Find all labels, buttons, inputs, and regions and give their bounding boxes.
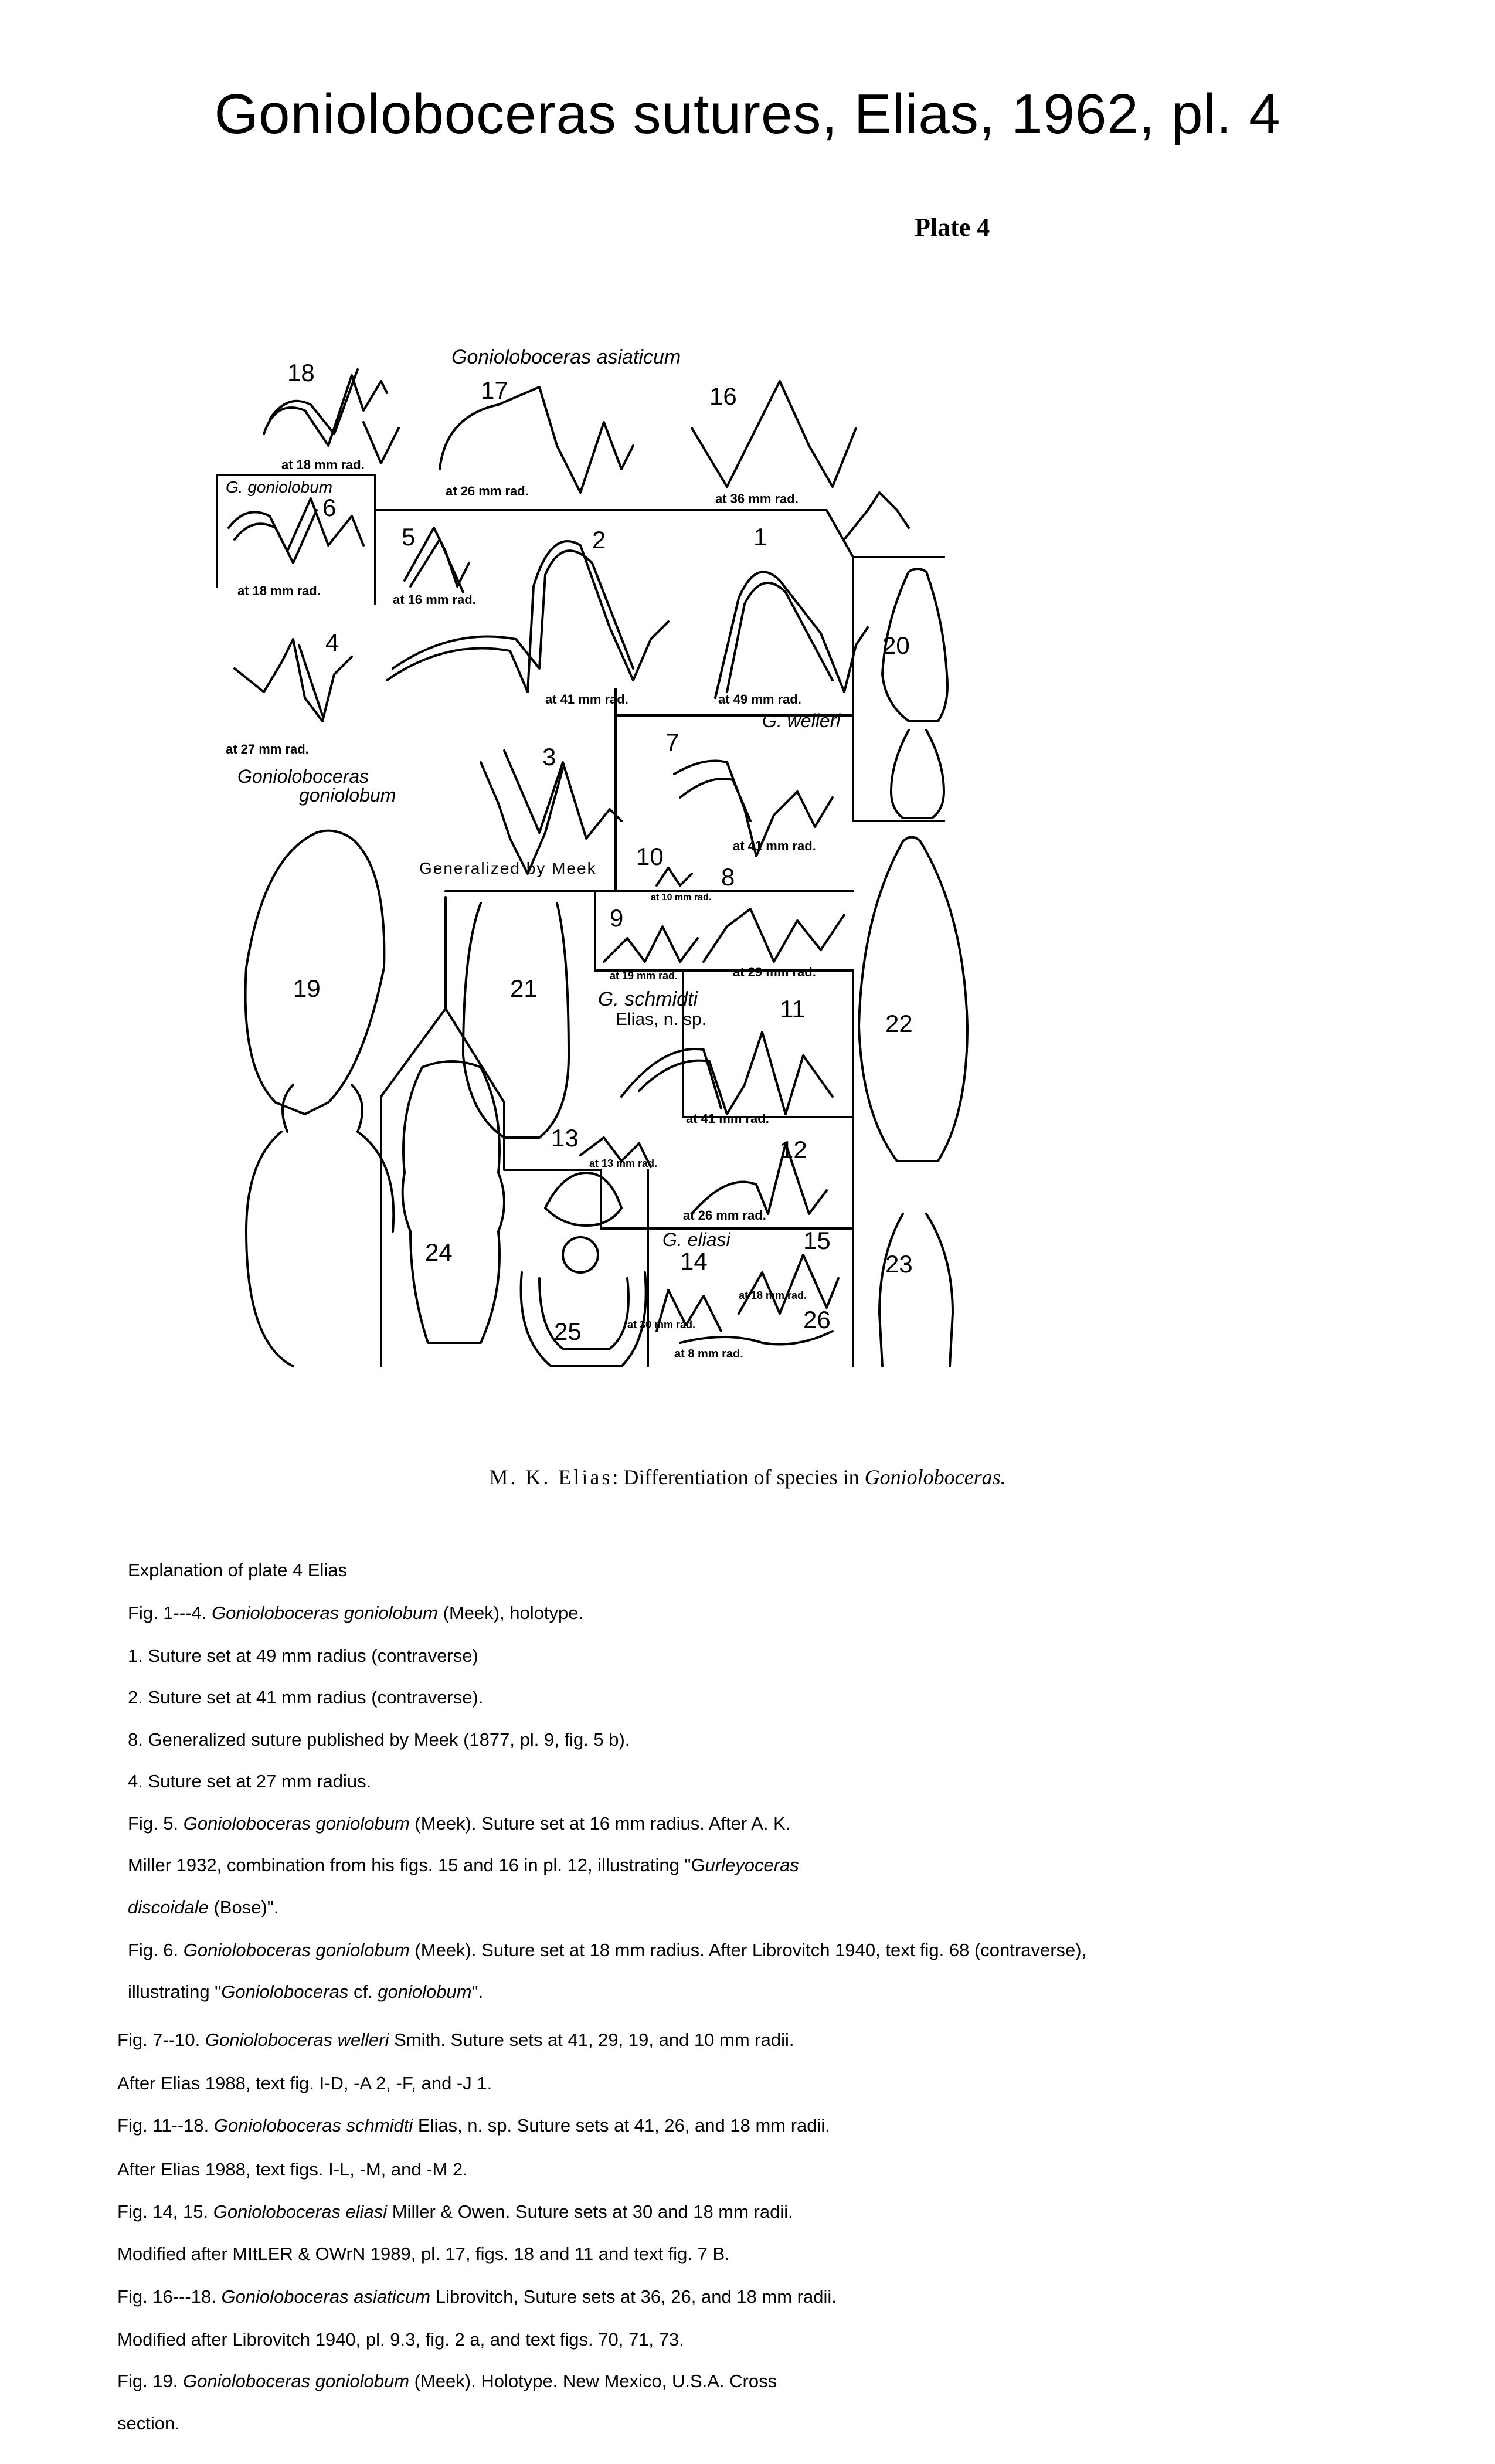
label-goniolobum-b: goniolobum	[299, 785, 396, 806]
radius-label: at 36 mm rad.	[715, 491, 799, 506]
explanation-line	[117, 2159, 468, 2180]
explanation-text: 4. Suture set at 27 mm radius.	[128, 1771, 372, 1791]
taxon-name: Gonioloboceras	[221, 1981, 349, 2002]
explanation-text: ".	[471, 1981, 484, 2002]
explanation-text: (Meek). Suture set at 18 mm radius. After Librovitch 1940, text fig. 68 (contraverse),	[409, 1940, 1087, 1960]
explanation-text: After Elias 1988, text fig. I-D, -A 2, -F, and -J 1.	[117, 2073, 492, 2093]
explanation-line	[128, 1645, 478, 1667]
figure-number: 17	[481, 376, 508, 404]
label-goniolobum-short: G. goniolobum	[226, 478, 333, 496]
explanation-line	[117, 2029, 794, 2051]
explanation-line	[128, 1813, 790, 1834]
explanation-text: Modified after MItLER & OWrN 1989, pl. 17, figs. 18 and 11 and text fig. 7 B.	[117, 2244, 730, 2264]
figure-number: 6	[322, 494, 337, 521]
explanation-text: Fig. 1---4.	[128, 1603, 212, 1623]
explanation-text: (Meek). Holotype. New Mexico, U.S.A. Cross	[409, 2371, 777, 2391]
figure-number: 19	[293, 975, 321, 1002]
cross-sections	[246, 569, 967, 1366]
plate-caption	[0, 1465, 1495, 1489]
radius-label: at 27 mm rad.	[226, 742, 309, 756]
label-welleri: G. welleri	[762, 710, 841, 731]
figure-number: 12	[780, 1136, 807, 1163]
taxon-name: discoidale	[128, 1897, 209, 1917]
caption-author: M. K. Elias	[489, 1465, 613, 1489]
label-goniolobum-a: Gonioloboceras	[237, 766, 369, 787]
radius-label: at 29 mm rad.	[733, 965, 816, 979]
explanation-line	[128, 1603, 583, 1624]
taxon-name: urleyoceras	[705, 1855, 799, 1875]
figure-number: 4	[325, 629, 339, 656]
label-asiaticum: Gonioloboceras asiaticum	[451, 346, 681, 368]
taxon-name: Gonioloboceras goniolobum	[211, 1603, 439, 1623]
explanation-text: (Meek). Suture set at 16 mm radius. After A. K.	[409, 1813, 791, 1834]
figure-number: 13	[551, 1124, 579, 1152]
radius-label: at 16 mm rad.	[393, 592, 476, 607]
label-eliasi: G. eliasi	[662, 1229, 730, 1250]
explanation-line	[128, 1729, 630, 1750]
explanation-text: Explanation of plate 4 Elias	[128, 1560, 347, 1580]
figure-number: 23	[885, 1250, 913, 1278]
figure-number: 2	[592, 526, 606, 554]
radius-label: at 13 mm rad.	[589, 1158, 658, 1169]
figure-number: 16	[709, 382, 737, 410]
explanation-line	[128, 1560, 347, 1581]
taxon-name: goniolobum	[378, 1981, 472, 2002]
label-schmidti-a: G. schmidti	[598, 988, 698, 1010]
radius-label: at 8 mm rad.	[674, 1348, 743, 1360]
explanation-line	[117, 2115, 830, 2136]
radius-label: at 41 mm rad.	[686, 1111, 769, 1126]
explanation-text: Elias, n. sp. Suture sets at 41, 26, and 18 mm radii.	[413, 2115, 830, 2136]
explanation-text: (Meek), holotype.	[438, 1603, 584, 1623]
explanation-text: After Elias 1988, text figs. I-L, -M, and -M 2.	[117, 2159, 468, 2180]
explanation-line	[128, 1771, 371, 1792]
explanation-line	[117, 2329, 684, 2350]
explanation-line	[128, 1855, 799, 1876]
radius-label: at 41 mm rad.	[733, 839, 816, 853]
explanation-text: Fig. 5.	[128, 1813, 184, 1834]
compartment-lines	[217, 475, 944, 1366]
figure-number: 1	[753, 523, 767, 551]
radius-label: at 18 mm rad.	[739, 1289, 807, 1301]
taxon-name: Gonioloboceras goniolobum	[183, 1940, 410, 1960]
explanation-text: 2. Suture set at 41 mm radius (contraverse).	[128, 1687, 484, 1708]
figure-number: 8	[721, 863, 735, 891]
explanation-line	[128, 1981, 483, 2003]
explanation-text: (Bose)".	[208, 1897, 279, 1917]
explanation-text: Fig. 14, 15.	[117, 2201, 213, 2222]
explanation-text: Miller 1932, combination from his figs. 15 and 16 in pl. 12, illustrating "G	[128, 1855, 705, 1875]
explanation-line	[128, 1897, 278, 1918]
taxon-name: Gonioloboceras eliasi	[213, 2201, 388, 2222]
explanation-line	[128, 1687, 483, 1708]
radius-label: at 10 mm rad.	[651, 892, 712, 902]
figure-number: 24	[425, 1238, 453, 1266]
explanation-line	[117, 2201, 793, 2222]
figure-number: 3	[542, 743, 556, 771]
figure-number: 9	[610, 904, 624, 932]
figure-number: 22	[885, 1010, 913, 1037]
taxon-name: Gonioloboceras goniolobum	[183, 2371, 410, 2391]
explanation-text: Fig. 11--18.	[117, 2115, 214, 2136]
figure-number: 11	[780, 995, 806, 1023]
explanation-line	[117, 2413, 180, 2434]
explanation-text: section.	[117, 2413, 180, 2434]
explanation-text: cf.	[348, 1981, 378, 2002]
taxon-name: Gonioloboceras goniolobum	[183, 1813, 410, 1834]
label-generalized: Generalized by Meek	[419, 859, 597, 877]
radius-label: at 41 mm rad.	[545, 692, 628, 707]
taxon-name: Gonioloboceras schmidti	[213, 2115, 413, 2136]
radius-labels	[226, 457, 816, 1360]
figure-number: 7	[665, 728, 679, 756]
explanation-text: Modified after Librovitch 1940, pl. 9.3, fig. 2 a, and text figs. 70, 71, 73.	[117, 2329, 684, 2350]
figure-number: 26	[803, 1306, 831, 1333]
taxon-name: Gonioloboceras asiaticum	[221, 2286, 431, 2307]
explanation-text: Fig. 19.	[117, 2371, 183, 2391]
radius-label: at 18 mm rad.	[237, 583, 321, 598]
label-schmidti-b: Elias, n. sp.	[616, 1010, 707, 1029]
explanation-text: Fig. 7--10.	[117, 2029, 205, 2050]
figure-number: 20	[882, 632, 910, 659]
radius-label: at 18 mm rad.	[281, 457, 365, 472]
explanation-line	[117, 2286, 837, 2307]
explanation-text: Smith. Suture sets at 41, 29, 19, and 10 mm radii.	[389, 2029, 794, 2050]
figure-number: 25	[554, 1318, 582, 1345]
explanation-text: Miller & Owen. Suture sets at 30 and 18 mm radii.	[387, 2201, 793, 2222]
explanation-text: Fig. 6.	[128, 1940, 184, 1960]
figure-number: 18	[287, 359, 315, 386]
figure-number: 15	[803, 1227, 831, 1254]
explanation-line	[128, 1940, 1086, 1961]
explanation-line	[117, 2073, 492, 2094]
explanation-line	[117, 2244, 730, 2265]
radius-label: at 26 mm rad.	[683, 1208, 766, 1223]
radius-label: at 49 mm rad.	[718, 692, 801, 707]
taxon-name: Gonioloboceras welleri	[205, 2029, 389, 2050]
explanation-line	[117, 2371, 777, 2392]
radius-label: at 30 mm rad.	[627, 1319, 696, 1331]
caption-text: : Differentiation of species in	[612, 1465, 865, 1489]
explanation-text: illustrating "	[128, 1981, 222, 2002]
radius-label: at 19 mm rad.	[610, 970, 678, 982]
caption-genus: Gonioloboceras.	[864, 1465, 1006, 1489]
explanation-text: Fig. 16---18.	[117, 2286, 222, 2307]
figure-number: 14	[680, 1247, 708, 1275]
explanation-text: Librovitch, Suture sets at 36, 26, and 18 mm radii.	[430, 2286, 837, 2307]
explanation-text: 1. Suture set at 49 mm radius (contraverse)	[128, 1645, 478, 1666]
figure-number: 5	[402, 523, 416, 551]
radius-label: at 26 mm rad.	[446, 484, 529, 498]
plate-label: Plate 4	[915, 213, 990, 242]
page-title: Gonioloboceras sutures, Elias, 1962, pl. 4	[214, 83, 1281, 145]
explanation-text: 8. Generalized suture published by Meek (1877, pl. 9, fig. 5 b).	[128, 1729, 630, 1750]
figure-number: 21	[510, 975, 538, 1002]
figure-number: 10	[636, 843, 664, 870]
